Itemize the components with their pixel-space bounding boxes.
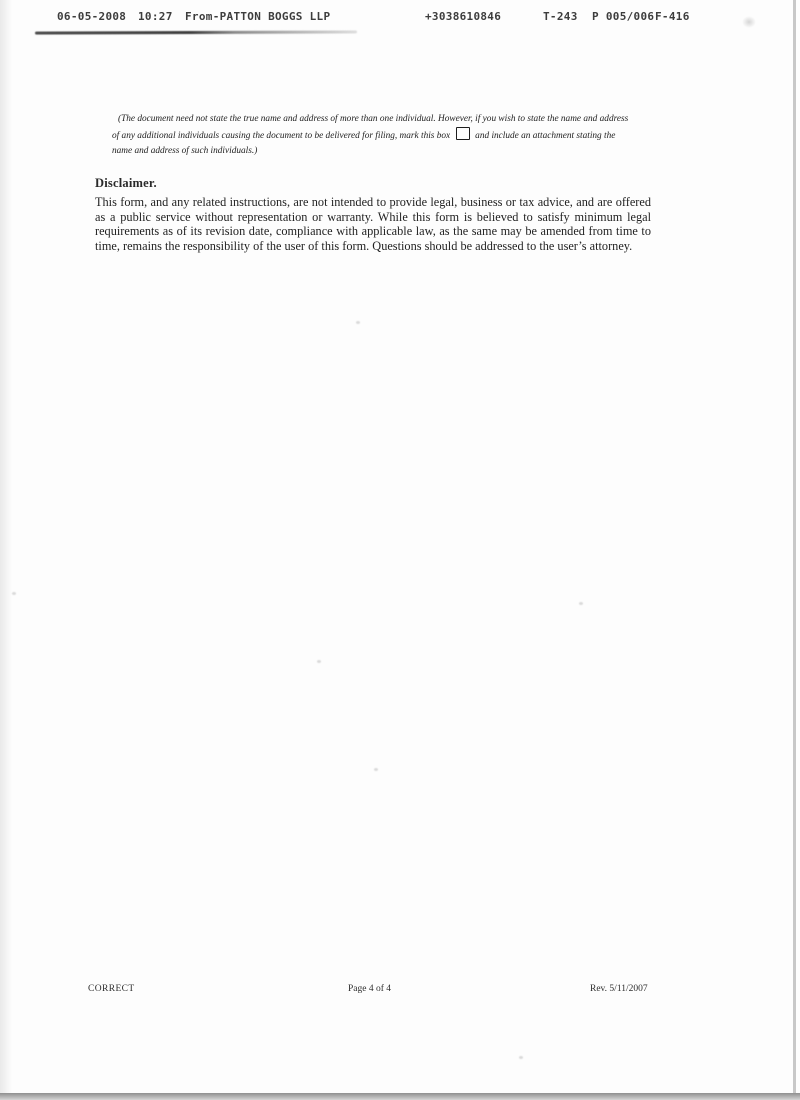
scan-speck (579, 602, 583, 605)
disclaimer-body: This form, and any related instructions, are not intended to provide legal, business or tax advice, and are offered as a public service without representation or warranty. While this form is believed to satisfy minimum legal requirements as of its revision date, compliance with applicable law, as the same may be amended from time to time, remains the responsibility of the user of this form. Questions should be addressed to the user’s attorney. (95, 195, 651, 253)
fax-date: 06-05-2008 (57, 10, 127, 23)
scan-speck (519, 1056, 523, 1059)
fax-header-underline (35, 30, 357, 34)
page-left-edge-shadow (0, 0, 12, 1100)
instruction-note-line1: (The document need not state the true name and address of more than one individual. However, if you wish to state the name and address (118, 114, 629, 124)
fax-transmission-number: T-243 (543, 10, 578, 23)
page-bottom-edge-band (0, 1093, 800, 1100)
fax-code: F-416 (655, 10, 690, 23)
scan-speck (12, 592, 16, 595)
instruction-note-line3: name and address of such individuals.) (112, 146, 258, 156)
additional-individuals-checkbox (456, 127, 470, 140)
page-right-edge-line (793, 0, 796, 1100)
scan-smudge (742, 16, 756, 28)
fax-page-count: P 005/006 (592, 10, 655, 23)
fax-time: 10:27 (138, 10, 173, 23)
instruction-note-line2 (112, 127, 672, 144)
instruction-note-line2-text: of any additional individuals causing the document to be delivered for filing, mark this box (112, 131, 451, 141)
footer-page-number: Page 4 of 4 (348, 984, 392, 994)
footer-form-code: CORRECT (88, 984, 135, 994)
disclaimer-heading: Disclaimer. (95, 176, 157, 190)
scan-speck (356, 321, 360, 324)
scan-speck (317, 660, 321, 663)
footer-revision: Rev. 5/11/2007 (590, 984, 648, 994)
fax-sender: From-PATTON BOGGS LLP (185, 10, 331, 23)
scan-speck (374, 768, 378, 771)
instruction-note (112, 112, 672, 159)
fax-phone-number: +3038610846 (425, 10, 502, 23)
instruction-note-line2-text-after: and include an attachment stating the (475, 131, 616, 141)
